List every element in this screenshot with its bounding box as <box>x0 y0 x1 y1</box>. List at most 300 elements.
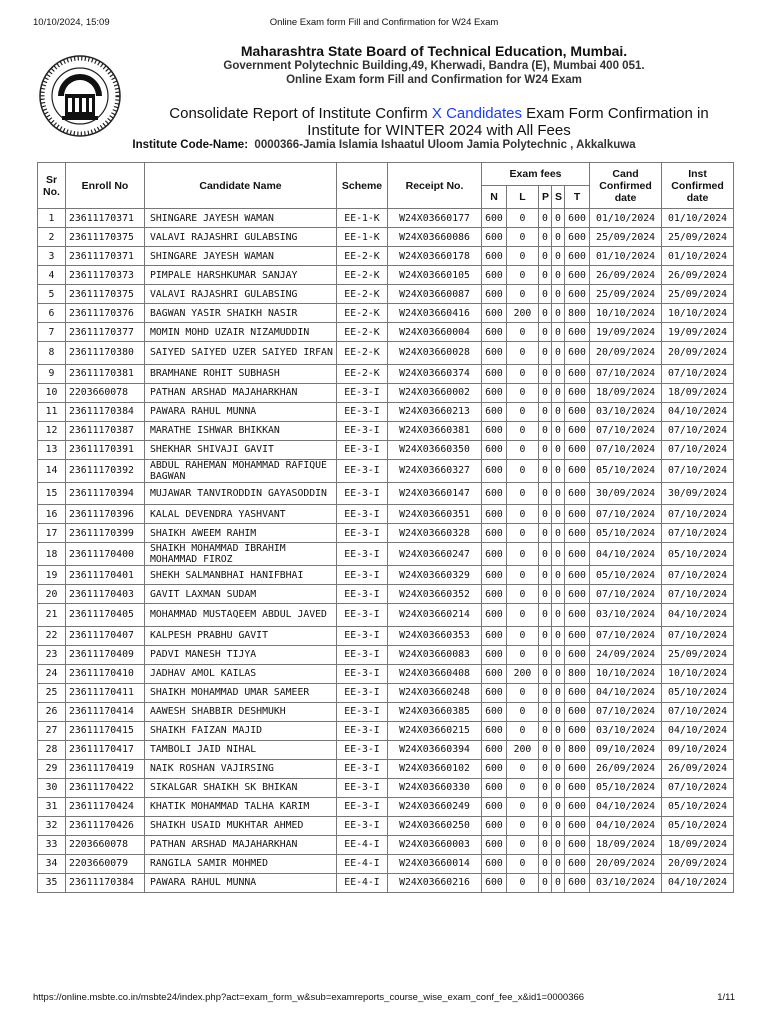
cell-fee-s: 0 <box>552 247 565 266</box>
cell-inst-date: 05/10/2024 <box>662 816 734 835</box>
cell-fee-p: 0 <box>539 835 552 854</box>
cell-fee-l: 0 <box>507 816 539 835</box>
cell-cand-date: 25/09/2024 <box>590 228 662 247</box>
cell-scheme: EE-3-I <box>337 566 388 585</box>
cell-cand-date: 18/09/2024 <box>590 383 662 402</box>
cell-fee-s: 0 <box>552 835 565 854</box>
cell-inst-date: 25/09/2024 <box>662 228 734 247</box>
cell-fee-t: 600 <box>565 342 590 365</box>
cell-cand-date: 07/10/2024 <box>590 421 662 440</box>
header-fee-p: P <box>539 186 552 209</box>
cell-fee-p: 0 <box>539 440 552 459</box>
cell-fee-l: 200 <box>507 740 539 759</box>
cell-fee-s: 0 <box>552 797 565 816</box>
cell-enroll: 23611170384 <box>66 402 145 421</box>
cell-fee-s: 0 <box>552 626 565 645</box>
cell-fee-n: 600 <box>482 585 507 604</box>
cell-scheme: EE-3-I <box>337 459 388 482</box>
cell-name: SIKALGAR SHAIKH SK BHIKAN <box>145 778 337 797</box>
cell-fee-l: 200 <box>507 304 539 323</box>
cell-fee-l: 0 <box>507 247 539 266</box>
cell-sr: 8 <box>38 342 66 365</box>
table-row <box>38 304 734 323</box>
cell-scheme: EE-2-K <box>337 266 388 285</box>
cell-name: MOHAMMAD MUSTAQEEM ABDUL JAVED <box>145 604 337 627</box>
cell-name: MOMIN MOHD UZAIR NIZAMUDDIN <box>145 323 337 342</box>
cell-fee-n: 600 <box>482 342 507 365</box>
cell-scheme: EE-3-I <box>337 683 388 702</box>
table-row <box>38 873 734 892</box>
cell-cand-date: 07/10/2024 <box>590 585 662 604</box>
cell-fee-s: 0 <box>552 285 565 304</box>
cell-sr: 27 <box>38 721 66 740</box>
cell-receipt: W24X03660105 <box>388 266 482 285</box>
cell-fee-n: 600 <box>482 645 507 664</box>
cell-name: JADHAV AMOL KAILAS <box>145 664 337 683</box>
cell-inst-date: 07/10/2024 <box>662 566 734 585</box>
cell-fee-l: 0 <box>507 209 539 228</box>
cell-sr: 21 <box>38 604 66 627</box>
cell-fee-t: 600 <box>565 459 590 482</box>
cell-enroll: 2203660078 <box>66 383 145 402</box>
cell-fee-n: 600 <box>482 421 507 440</box>
cell-enroll: 23611170411 <box>66 683 145 702</box>
table-row <box>38 482 734 505</box>
cell-fee-p: 0 <box>539 566 552 585</box>
cell-enroll: 23611170377 <box>66 323 145 342</box>
cell-enroll: 23611170407 <box>66 626 145 645</box>
cell-receipt: W24X03660215 <box>388 721 482 740</box>
cell-fee-l: 0 <box>507 683 539 702</box>
cell-name: MUJAWAR TANVIRODDIN GAYASODDIN <box>145 482 337 505</box>
cell-cand-date: 18/09/2024 <box>590 835 662 854</box>
msbte-logo <box>38 54 122 138</box>
print-timestamp: 10/10/2024, 15:09 <box>33 17 110 28</box>
cell-inst-date: 20/09/2024 <box>662 854 734 873</box>
cell-cand-date: 05/10/2024 <box>590 524 662 543</box>
cell-inst-date: 18/09/2024 <box>662 835 734 854</box>
institute-value: 0000366-Jamia Islamia Ishaatul Uloom Jamia Polytechnic , Akkalkuwa <box>254 139 636 151</box>
cell-enroll: 23611170387 <box>66 421 145 440</box>
cell-fee-t: 600 <box>565 585 590 604</box>
cell-name: PATHAN ARSHAD MAJAHARKHAN <box>145 835 337 854</box>
cell-fee-n: 600 <box>482 209 507 228</box>
cell-fee-l: 0 <box>507 440 539 459</box>
cell-fee-t: 600 <box>565 266 590 285</box>
cell-fee-p: 0 <box>539 797 552 816</box>
cell-inst-date: 25/09/2024 <box>662 285 734 304</box>
cell-fee-p: 0 <box>539 364 552 383</box>
cell-fee-s: 0 <box>552 304 565 323</box>
cell-sr: 3 <box>38 247 66 266</box>
cell-sr: 31 <box>38 797 66 816</box>
table-row <box>38 364 734 383</box>
institute-line <box>40 139 728 151</box>
cell-scheme: EE-1-K <box>337 209 388 228</box>
table-row <box>38 402 734 421</box>
cell-fee-n: 600 <box>482 482 507 505</box>
cell-scheme: EE-3-I <box>337 721 388 740</box>
cell-inst-date: 10/10/2024 <box>662 664 734 683</box>
cell-fee-s: 0 <box>552 683 565 702</box>
cell-name: GAVIT LAXMAN SUDAM <box>145 585 337 604</box>
cell-receipt: W24X03660327 <box>388 459 482 482</box>
cell-receipt: W24X03660353 <box>388 626 482 645</box>
cell-fee-p: 0 <box>539 247 552 266</box>
cell-sr: 35 <box>38 873 66 892</box>
cell-fee-t: 600 <box>565 209 590 228</box>
cell-cand-date: 05/10/2024 <box>590 459 662 482</box>
cell-enroll: 23611170403 <box>66 585 145 604</box>
cell-fee-n: 600 <box>482 566 507 585</box>
cell-inst-date: 07/10/2024 <box>662 505 734 524</box>
cell-scheme: EE-4-I <box>337 854 388 873</box>
cell-cand-date: 03/10/2024 <box>590 402 662 421</box>
cell-fee-l: 0 <box>507 759 539 778</box>
cell-fee-s: 0 <box>552 421 565 440</box>
cell-inst-date: 04/10/2024 <box>662 604 734 627</box>
cell-fee-p: 0 <box>539 421 552 440</box>
cell-scheme: EE-3-I <box>337 702 388 721</box>
cell-inst-date: 09/10/2024 <box>662 740 734 759</box>
cell-fee-t: 600 <box>565 247 590 266</box>
cell-fee-l: 0 <box>507 342 539 365</box>
table-row <box>38 835 734 854</box>
cell-scheme: EE-3-I <box>337 740 388 759</box>
cell-enroll: 23611170375 <box>66 228 145 247</box>
cell-enroll: 23611170373 <box>66 266 145 285</box>
cell-scheme: EE-3-I <box>337 505 388 524</box>
cell-fee-t: 600 <box>565 421 590 440</box>
cell-receipt: W24X03660350 <box>388 440 482 459</box>
cell-fee-t: 600 <box>565 364 590 383</box>
cell-fee-l: 0 <box>507 543 539 566</box>
cell-receipt: W24X03660213 <box>388 402 482 421</box>
cell-scheme: EE-3-I <box>337 421 388 440</box>
cell-fee-n: 600 <box>482 323 507 342</box>
cell-enroll: 23611170394 <box>66 482 145 505</box>
cell-name: SHEKH SALMANBHAI HANIFBHAI <box>145 566 337 585</box>
cell-fee-n: 600 <box>482 383 507 402</box>
cell-name: BRAMHANE ROHIT SUBHASH <box>145 364 337 383</box>
cell-fee-n: 600 <box>482 440 507 459</box>
cell-receipt: W24X03660086 <box>388 228 482 247</box>
cell-name: VALAVI RAJASHRI GULABSING <box>145 228 337 247</box>
cell-fee-p: 0 <box>539 402 552 421</box>
cell-enroll: 23611170384 <box>66 873 145 892</box>
cell-fee-l: 0 <box>507 364 539 383</box>
cell-fee-s: 0 <box>552 604 565 627</box>
cell-fee-l: 0 <box>507 778 539 797</box>
cell-enroll: 23611170400 <box>66 543 145 566</box>
cell-fee-n: 600 <box>482 778 507 797</box>
cell-fee-t: 600 <box>565 797 590 816</box>
cell-inst-date: 07/10/2024 <box>662 440 734 459</box>
cell-fee-p: 0 <box>539 873 552 892</box>
cell-name: ABDUL RAHEMAN MOHAMMAD RAFIQUE BAGWAN <box>145 459 337 482</box>
cell-fee-s: 0 <box>552 524 565 543</box>
table-row <box>38 854 734 873</box>
table-row <box>38 645 734 664</box>
cell-inst-date: 07/10/2024 <box>662 459 734 482</box>
cell-fee-n: 600 <box>482 524 507 543</box>
cell-fee-s: 0 <box>552 364 565 383</box>
table-row <box>38 585 734 604</box>
cell-inst-date: 04/10/2024 <box>662 402 734 421</box>
cell-fee-p: 0 <box>539 524 552 543</box>
cell-fee-p: 0 <box>539 342 552 365</box>
cell-fee-s: 0 <box>552 854 565 873</box>
cell-fee-p: 0 <box>539 740 552 759</box>
cell-sr: 28 <box>38 740 66 759</box>
cell-receipt: W24X03660216 <box>388 873 482 892</box>
cell-fee-l: 0 <box>507 721 539 740</box>
cell-sr: 32 <box>38 816 66 835</box>
cell-fee-p: 0 <box>539 383 552 402</box>
cell-scheme: EE-3-I <box>337 543 388 566</box>
cell-fee-p: 0 <box>539 323 552 342</box>
cell-inst-date: 04/10/2024 <box>662 721 734 740</box>
cell-fee-p: 0 <box>539 228 552 247</box>
cell-scheme: EE-3-I <box>337 626 388 645</box>
cell-inst-date: 07/10/2024 <box>662 585 734 604</box>
cell-sr: 1 <box>38 209 66 228</box>
cell-fee-l: 0 <box>507 835 539 854</box>
cell-fee-l: 0 <box>507 505 539 524</box>
cell-sr: 33 <box>38 835 66 854</box>
cell-fee-s: 0 <box>552 721 565 740</box>
cell-scheme: EE-3-I <box>337 585 388 604</box>
cell-inst-date: 07/10/2024 <box>662 702 734 721</box>
cell-fee-s: 0 <box>552 566 565 585</box>
report-title-highlight: X Candidates <box>431 105 522 122</box>
cell-sr: 20 <box>38 585 66 604</box>
cell-fee-t: 600 <box>565 402 590 421</box>
footer-page-number: 1/11 <box>717 992 735 1003</box>
table-row <box>38 342 734 365</box>
cell-fee-l: 0 <box>507 482 539 505</box>
cell-scheme: EE-3-I <box>337 524 388 543</box>
cell-fee-s: 0 <box>552 209 565 228</box>
cell-fee-n: 600 <box>482 702 507 721</box>
cell-name: KALPESH PRABHU GAVIT <box>145 626 337 645</box>
table-row <box>38 247 734 266</box>
cell-name: KHATIK MOHAMMAD TALHA KARIM <box>145 797 337 816</box>
cell-fee-l: 0 <box>507 383 539 402</box>
cell-fee-n: 600 <box>482 721 507 740</box>
cell-scheme: EE-2-K <box>337 304 388 323</box>
cell-cand-date: 04/10/2024 <box>590 816 662 835</box>
cell-receipt: W24X03660147 <box>388 482 482 505</box>
cell-scheme: EE-2-K <box>337 364 388 383</box>
table-row <box>38 626 734 645</box>
cell-fee-p: 0 <box>539 505 552 524</box>
cell-fee-s: 0 <box>552 645 565 664</box>
cell-enroll: 23611170391 <box>66 440 145 459</box>
cell-receipt: W24X03660329 <box>388 566 482 585</box>
cell-fee-n: 600 <box>482 543 507 566</box>
cell-enroll: 23611170422 <box>66 778 145 797</box>
cell-sr: 30 <box>38 778 66 797</box>
cell-enroll: 23611170405 <box>66 604 145 627</box>
cell-fee-s: 0 <box>552 702 565 721</box>
cell-fee-n: 600 <box>482 740 507 759</box>
cell-enroll: 23611170401 <box>66 566 145 585</box>
cell-fee-p: 0 <box>539 778 552 797</box>
cell-scheme: EE-2-K <box>337 342 388 365</box>
cell-sr: 14 <box>38 459 66 482</box>
board-address: Government Polytechnic Building,49, Kherwadi, Bandra (E), Mumbai 400 051. <box>223 60 645 72</box>
cell-scheme: EE-2-K <box>337 247 388 266</box>
cell-receipt: W24X03660177 <box>388 209 482 228</box>
cell-fee-l: 0 <box>507 702 539 721</box>
cell-fee-l: 0 <box>507 604 539 627</box>
cell-enroll: 23611170381 <box>66 364 145 383</box>
cell-cand-date: 20/09/2024 <box>590 342 662 365</box>
table-row <box>38 816 734 835</box>
cell-fee-t: 600 <box>565 482 590 505</box>
cell-fee-p: 0 <box>539 721 552 740</box>
cell-scheme: EE-3-I <box>337 664 388 683</box>
cell-enroll: 23611170396 <box>66 505 145 524</box>
cell-enroll: 23611170419 <box>66 759 145 778</box>
cell-sr: 23 <box>38 645 66 664</box>
cell-fee-t: 600 <box>565 626 590 645</box>
cell-fee-p: 0 <box>539 482 552 505</box>
cell-fee-t: 600 <box>565 854 590 873</box>
cell-cand-date: 19/09/2024 <box>590 323 662 342</box>
cell-fee-s: 0 <box>552 482 565 505</box>
cell-fee-p: 0 <box>539 604 552 627</box>
cell-fee-l: 0 <box>507 459 539 482</box>
cell-inst-date: 30/09/2024 <box>662 482 734 505</box>
header-fee-n: N <box>482 186 507 209</box>
cell-sr: 11 <box>38 402 66 421</box>
table-row <box>38 383 734 402</box>
cell-enroll: 23611170424 <box>66 797 145 816</box>
cell-cand-date: 01/10/2024 <box>590 247 662 266</box>
table-row <box>38 604 734 627</box>
footer-url: https://online.msbte.co.in/msbte24/index.php?act=exam_form_w&sub=examreports_course_wise_exam_conf_fee_x&id1=0000366 <box>33 992 585 1003</box>
cell-receipt: W24X03660394 <box>388 740 482 759</box>
cell-fee-n: 600 <box>482 626 507 645</box>
cell-cand-date: 07/10/2024 <box>590 626 662 645</box>
cell-scheme: EE-3-I <box>337 778 388 797</box>
cell-enroll: 23611170392 <box>66 459 145 482</box>
cell-sr: 6 <box>38 304 66 323</box>
cell-receipt: W24X03660087 <box>388 285 482 304</box>
cell-scheme: EE-4-I <box>337 835 388 854</box>
cell-inst-date: 07/10/2024 <box>662 524 734 543</box>
cell-sr: 10 <box>38 383 66 402</box>
cell-scheme: EE-3-I <box>337 440 388 459</box>
cell-cand-date: 07/10/2024 <box>590 364 662 383</box>
cell-name: KALAL DEVENDRA YASHVANT <box>145 505 337 524</box>
cell-receipt: W24X03660003 <box>388 835 482 854</box>
cell-inst-date: 07/10/2024 <box>662 778 734 797</box>
cell-fee-t: 600 <box>565 873 590 892</box>
table-row <box>38 683 734 702</box>
cell-scheme: EE-3-I <box>337 797 388 816</box>
cell-sr: 4 <box>38 266 66 285</box>
cell-fee-t: 800 <box>565 740 590 759</box>
cell-sr: 9 <box>38 364 66 383</box>
table-row <box>38 543 734 566</box>
cell-inst-date: 05/10/2024 <box>662 797 734 816</box>
cell-fee-p: 0 <box>539 626 552 645</box>
cell-fee-p: 0 <box>539 209 552 228</box>
cell-cand-date: 03/10/2024 <box>590 873 662 892</box>
cell-cand-date: 26/09/2024 <box>590 266 662 285</box>
cell-inst-date: 19/09/2024 <box>662 323 734 342</box>
cell-name: RANGILA SAMIR MOHMED <box>145 854 337 873</box>
cell-fee-n: 600 <box>482 228 507 247</box>
cell-cand-date: 24/09/2024 <box>590 645 662 664</box>
cell-fee-s: 0 <box>552 323 565 342</box>
cell-name: SAIYED SAIYED UZER SAIYED IRFAN <box>145 342 337 365</box>
cell-fee-t: 600 <box>565 778 590 797</box>
cell-receipt: W24X03660004 <box>388 323 482 342</box>
cell-sr: 12 <box>38 421 66 440</box>
cell-sr: 15 <box>38 482 66 505</box>
cell-fee-n: 600 <box>482 797 507 816</box>
cell-cand-date: 10/10/2024 <box>590 664 662 683</box>
cell-fee-s: 0 <box>552 440 565 459</box>
cell-cand-date: 03/10/2024 <box>590 604 662 627</box>
cell-inst-date: 04/10/2024 <box>662 873 734 892</box>
cell-fee-p: 0 <box>539 585 552 604</box>
cell-fee-s: 0 <box>552 266 565 285</box>
cell-fee-t: 600 <box>565 645 590 664</box>
table-row <box>38 524 734 543</box>
cell-sr: 18 <box>38 543 66 566</box>
cell-name: VALAVI RAJASHRI GULABSING <box>145 285 337 304</box>
report-title-line2: Institute for WINTER 2024 with All Fees <box>307 122 571 139</box>
table-row <box>38 664 734 683</box>
cell-fee-s: 0 <box>552 740 565 759</box>
cell-inst-date: 26/09/2024 <box>662 266 734 285</box>
table-row <box>38 440 734 459</box>
cell-receipt: W24X03660328 <box>388 524 482 543</box>
cell-enroll: 23611170415 <box>66 721 145 740</box>
cell-receipt: W24X03660352 <box>388 585 482 604</box>
cell-scheme: EE-3-I <box>337 645 388 664</box>
cell-fee-t: 600 <box>565 835 590 854</box>
cell-fee-p: 0 <box>539 459 552 482</box>
cell-sr: 16 <box>38 505 66 524</box>
cell-enroll: 2203660078 <box>66 835 145 854</box>
cell-name: BAGWAN YASIR SHAIKH NASIR <box>145 304 337 323</box>
cell-fee-s: 0 <box>552 873 565 892</box>
cell-name: SHEKHAR SHIVAJI GAVIT <box>145 440 337 459</box>
cell-enroll: 23611170417 <box>66 740 145 759</box>
report-title-part2: Exam Form Confirmation in <box>521 105 709 122</box>
cell-scheme: EE-3-I <box>337 383 388 402</box>
cell-cand-date: 05/10/2024 <box>590 778 662 797</box>
cell-fee-n: 600 <box>482 683 507 702</box>
cell-fee-l: 0 <box>507 228 539 247</box>
cell-fee-t: 600 <box>565 566 590 585</box>
cell-scheme: EE-4-I <box>337 873 388 892</box>
cell-name: TAMBOLI JAID NIHAL <box>145 740 337 759</box>
cell-fee-n: 600 <box>482 247 507 266</box>
cell-fee-t: 600 <box>565 285 590 304</box>
cell-scheme: EE-2-K <box>337 285 388 304</box>
cell-fee-p: 0 <box>539 266 552 285</box>
table-row <box>38 285 734 304</box>
cell-cand-date: 26/09/2024 <box>590 759 662 778</box>
cell-inst-date: 25/09/2024 <box>662 645 734 664</box>
